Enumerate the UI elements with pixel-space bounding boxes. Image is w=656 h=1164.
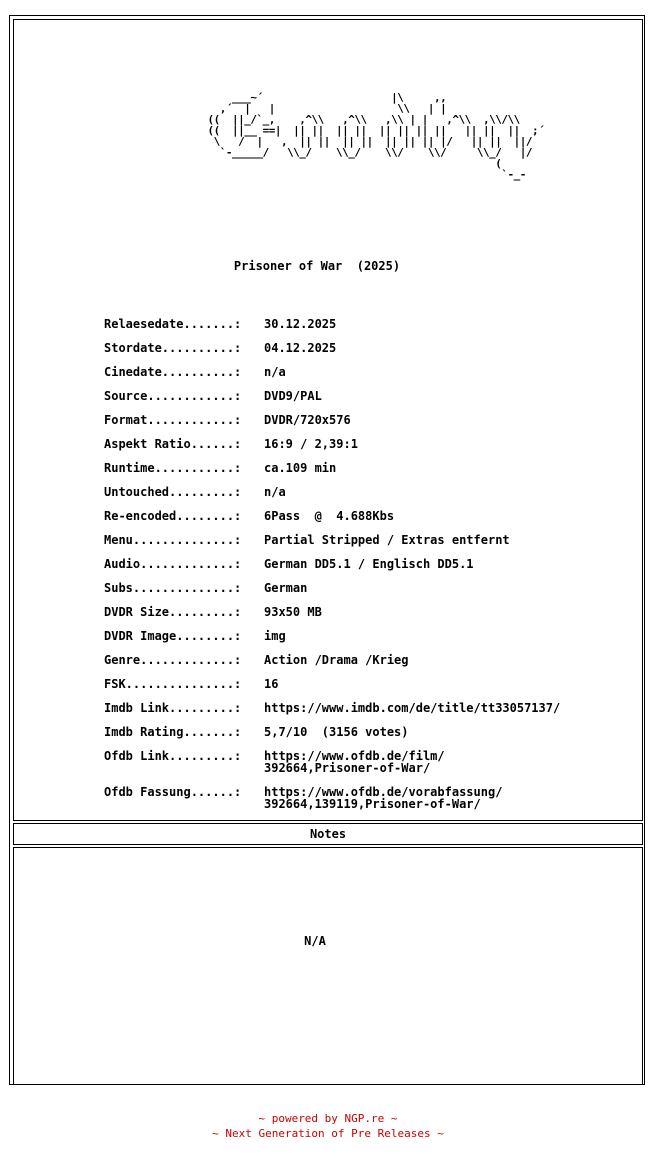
release-details-list <box>104 318 560 822</box>
detail-value: 04.12.2025 <box>264 341 337 355</box>
detail-label: Menu..............: <box>104 533 242 547</box>
detail-value: n/a <box>264 485 286 499</box>
detail-row-audio <box>104 558 560 582</box>
detail-row-subs <box>104 582 560 606</box>
detail-value: 6Pass @ 4.688Kbs <box>264 509 395 523</box>
release-title: Prisoner of War (2025) <box>233 259 401 273</box>
imdb-link[interactable]: https://www.imdb.com/de/title/tt33057137/ <box>264 701 561 715</box>
detail-value: 5,7/10 (3156 votes) <box>264 725 409 739</box>
detail-value: German <box>264 581 308 595</box>
detail-value: n/a <box>264 365 286 379</box>
detail-label: Format............: <box>104 413 242 427</box>
group-logo-ascii-art: ___~´ |\ ,, ,´ | | \\ | | (( ||_/`_, ,^\\ ,^\\ ,\\ | | ,^\\ ,\\/\\ (( ||__ ==| || || || || || || || || || || || ;´ \ / | , || || || || || || || |/ || || ||/ `-_____/ \\_/ \\_/ \\/ \\/ \\_/ |/ ( `-_- <box>207 91 545 181</box>
detail-value: Action /Drama /Krieg <box>264 653 409 667</box>
detail-row-dvdr-image <box>104 630 560 654</box>
detail-label: Imdb Link.........: <box>104 701 242 715</box>
detail-row-aspect-ratio <box>104 438 560 462</box>
detail-label: Stordate..........: <box>104 341 242 355</box>
detail-value: 30.12.2025 <box>264 317 337 331</box>
detail-row-releasedate <box>104 318 560 342</box>
detail-row-genre <box>104 654 560 678</box>
detail-label: Imdb Rating.......: <box>104 725 242 739</box>
detail-value: DVD9/PAL <box>264 389 322 403</box>
detail-value: German DD5.1 / Englisch DD5.1 <box>264 557 474 571</box>
detail-label: Audio.............: <box>104 557 242 571</box>
detail-label: Source............: <box>104 389 242 403</box>
detail-row-ofdb-fassung <box>104 786 560 822</box>
detail-row-ofdb-link <box>104 750 560 786</box>
detail-label: Re-encoded........: <box>104 509 242 523</box>
detail-row-source <box>104 390 560 414</box>
detail-label: DVDR Size.........: <box>104 605 242 619</box>
footer-tagline: ~ Next Generation of Pre Releases ~ <box>212 1127 444 1140</box>
detail-label: Relaesedate.......: <box>104 317 242 331</box>
detail-label: Genre.............: <box>104 653 242 667</box>
detail-label: Ofdb Fassung......: <box>104 785 242 799</box>
detail-row-imdb-link <box>104 702 560 726</box>
detail-value: DVDR/720x576 <box>264 413 351 427</box>
detail-row-fsk <box>104 678 560 702</box>
detail-value: 16:9 / 2,39:1 <box>264 437 358 451</box>
detail-label: DVDR Image........: <box>104 629 242 643</box>
detail-label: FSK...............: <box>104 677 242 691</box>
detail-row-imdb-rating <box>104 726 560 750</box>
notes-heading: Notes <box>309 827 347 841</box>
detail-label: Untouched.........: <box>104 485 242 499</box>
detail-value: 93x50 MB <box>264 605 322 619</box>
detail-row-cinedate <box>104 366 560 390</box>
detail-value: ca.109 min <box>264 461 337 475</box>
detail-label: Runtime...........: <box>104 461 242 475</box>
footer-powered-by[interactable]: ~ powered by NGP.re ~ <box>258 1112 398 1125</box>
detail-row-untouched <box>104 486 560 510</box>
notes-header <box>13 823 643 845</box>
detail-row-runtime <box>104 462 560 486</box>
notes-panel <box>13 847 643 1085</box>
detail-label: Aspekt Ratio......: <box>104 437 242 451</box>
detail-value: Partial Stripped / Extras entfernt <box>264 533 510 547</box>
detail-row-dvdr-size <box>104 606 560 630</box>
ofdb-link[interactable]: https://www.ofdb.de/film/ 392664,Prisoner-of-War/ <box>264 749 445 775</box>
detail-value: 16 <box>264 677 279 691</box>
detail-value: img <box>264 629 286 643</box>
detail-label: Cinedate..........: <box>104 365 242 379</box>
detail-row-menu <box>104 534 560 558</box>
release-info-panel <box>13 19 643 821</box>
detail-label: Subs..............: <box>104 581 242 595</box>
detail-row-stordate <box>104 342 560 366</box>
ofdb-fassung-link[interactable]: https://www.ofdb.de/vorabfassung/ 392664,139119,Prisoner-of-War/ <box>264 785 503 811</box>
detail-label: Ofdb Link.........: <box>104 749 242 763</box>
notes-text: N/A <box>304 934 326 948</box>
detail-row-format <box>104 414 560 438</box>
detail-row-re-encoded <box>104 510 560 534</box>
